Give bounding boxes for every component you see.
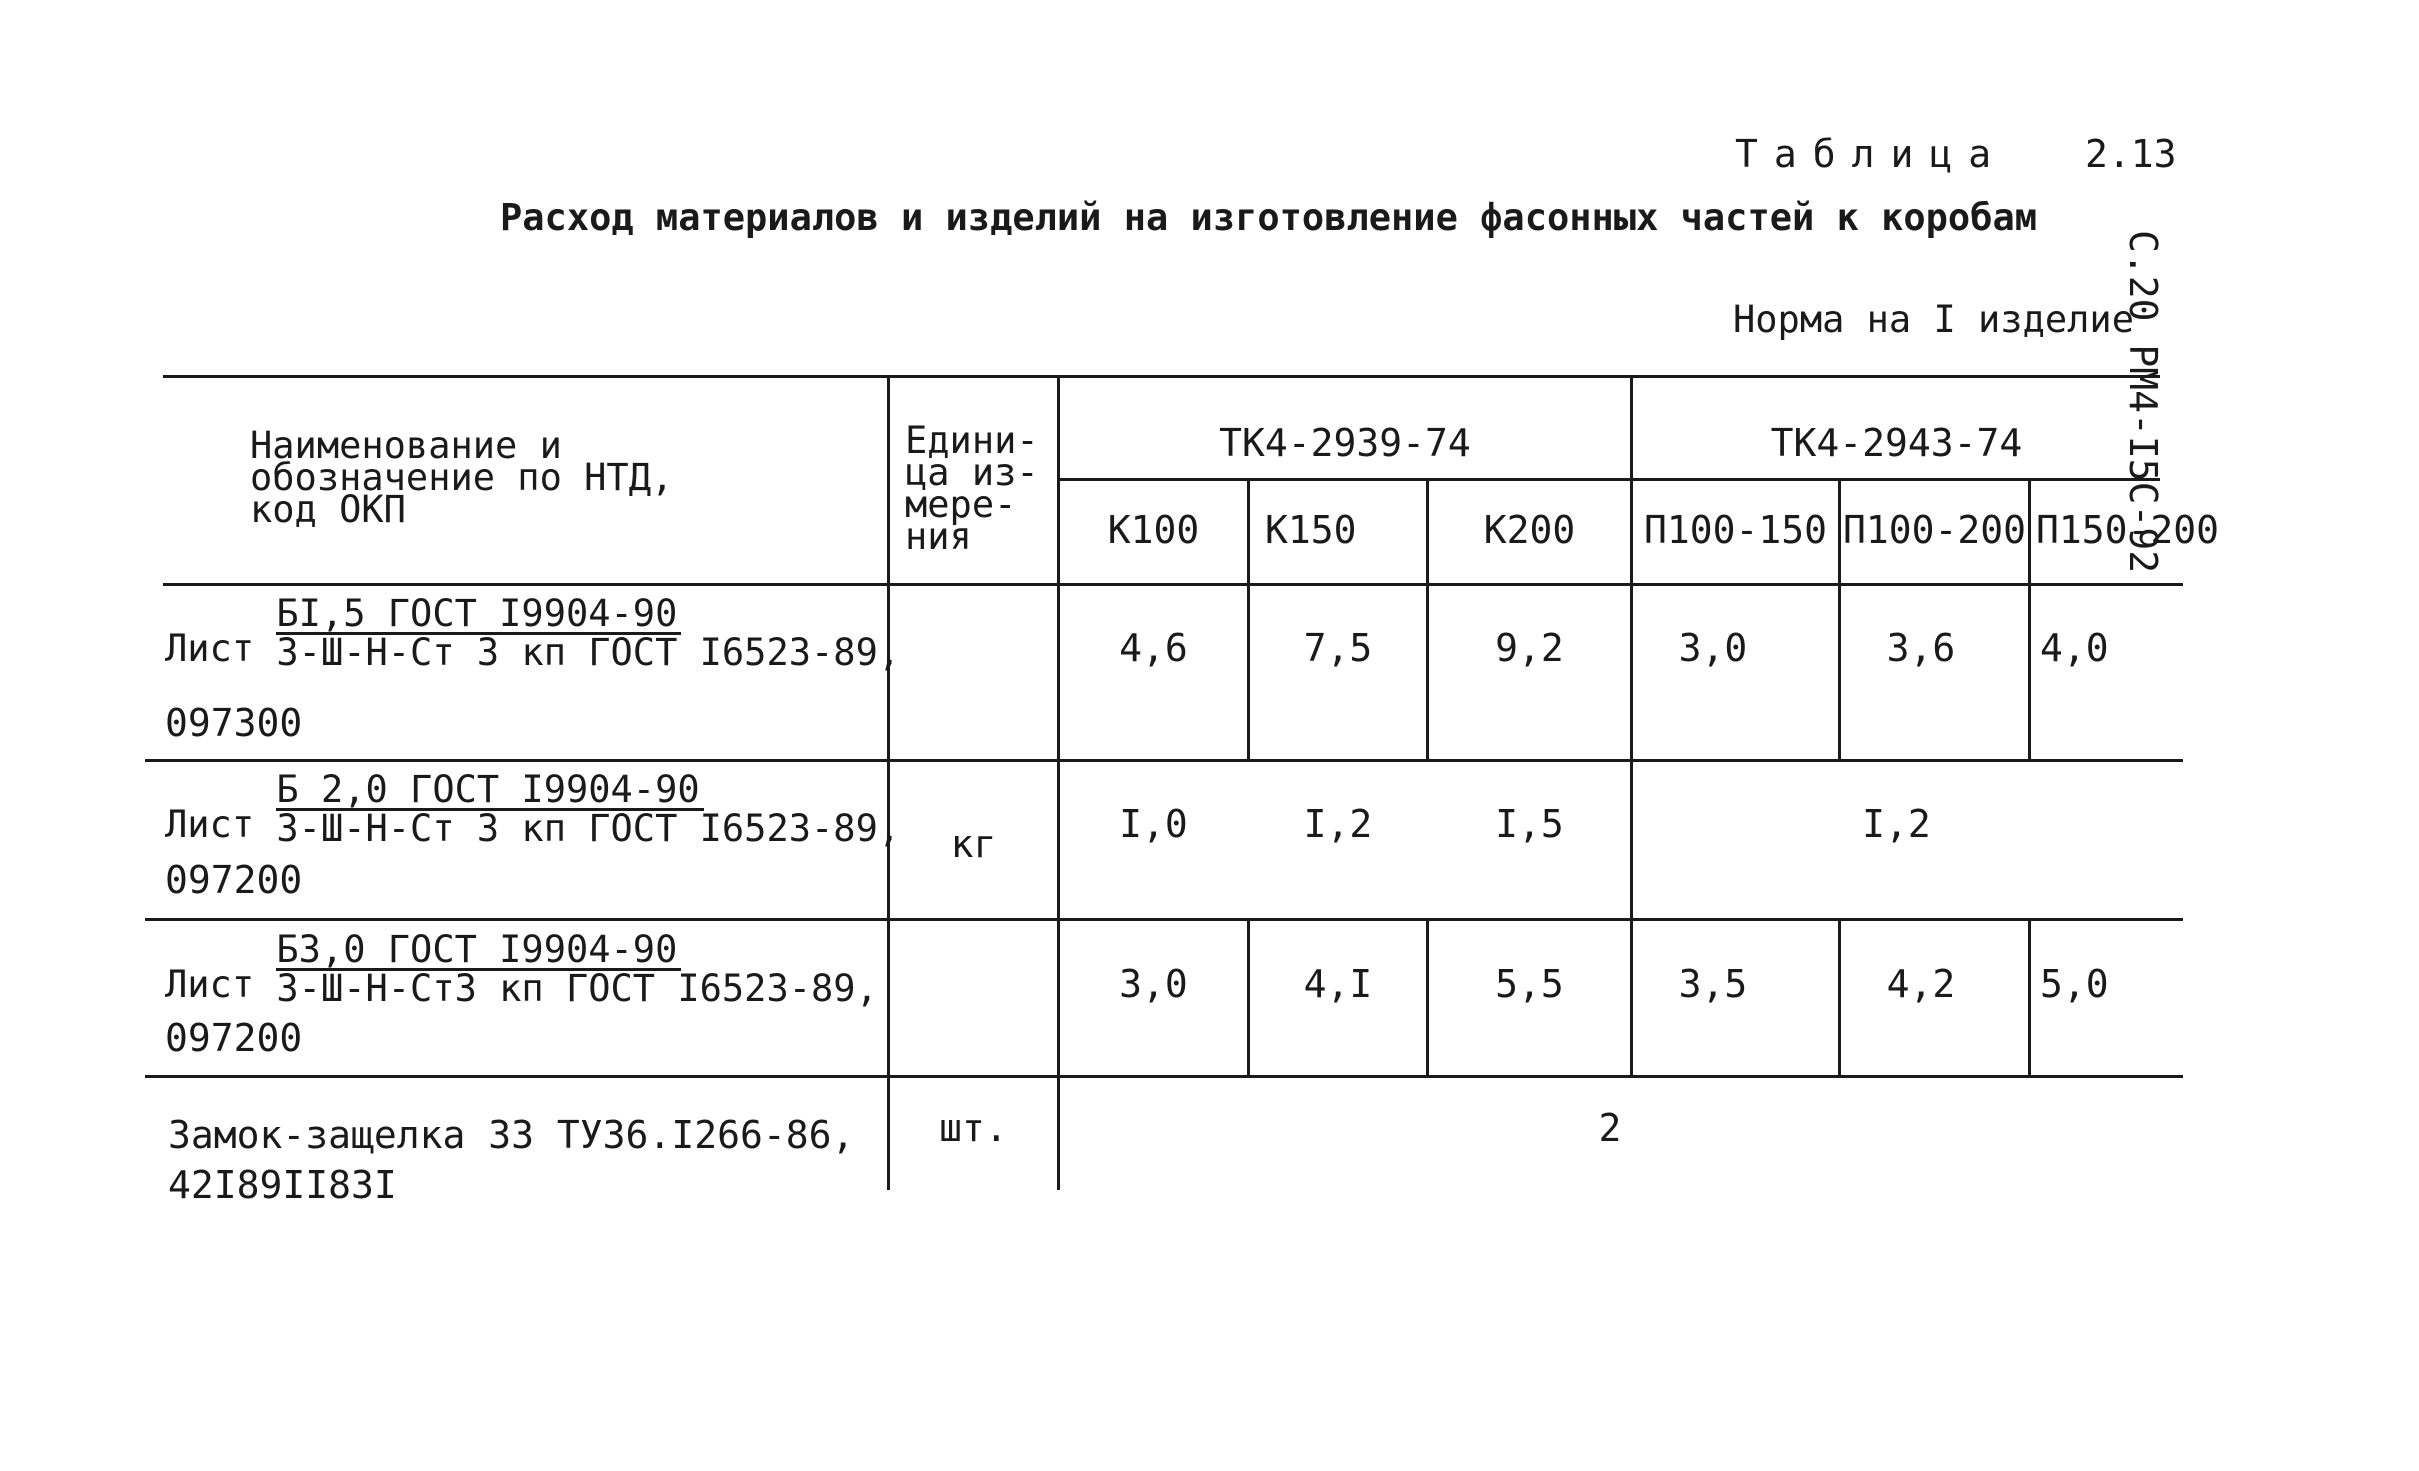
row3-code: 097200 [165, 1016, 303, 1060]
header-p100-200: П100-200 [1842, 508, 2027, 552]
row1-k100: 4,6 [1119, 626, 1188, 670]
header-k100: К100 [1107, 508, 1200, 552]
row1-k200: 9,2 [1495, 626, 1564, 670]
header-unit-col [905, 419, 1039, 558]
row1-code: 097300 [165, 701, 303, 745]
header-unit-line: ния [905, 515, 972, 558]
row2-k100: I,0 [1119, 802, 1188, 846]
row4-unit: шт. [939, 1106, 1008, 1150]
norma-caption: Норма на I изделие [1733, 298, 2134, 341]
row2-code: 097200 [165, 858, 303, 902]
rule-v-k150 [1247, 478, 1250, 759]
unit-kg: кг [950, 822, 997, 866]
rule-group-under [1057, 478, 2160, 481]
row1-name [165, 592, 901, 674]
row2-merged-tk4-2943: I,2 [1862, 802, 1931, 846]
row2-name [165, 768, 901, 850]
header-unit-line: Едини- [905, 419, 1039, 462]
row2-denominator: 3-Ш-Н-Ст 3 кп ГОСТ I6523-89 [276, 807, 878, 850]
row3-k150: 4,I [1303, 962, 1373, 1006]
row1-suffix: , [877, 631, 901, 674]
row1-p100-150: 3,0 [1678, 626, 1748, 670]
row3-p100-200: 4,2 [1886, 962, 1956, 1006]
header-group-tk4-2943: ТК4-2943-74 [1770, 421, 2023, 465]
row2-prefix: Лист [165, 803, 255, 846]
side-page-code: С.20 РМ4-I5С-92 [2121, 230, 2165, 574]
rule-v-p150-200-r3 [2028, 918, 2031, 1075]
table-label: Таблица [1735, 132, 2008, 176]
row2-k150: I,2 [1303, 802, 1373, 846]
rule-row3-bottom [145, 1075, 2183, 1078]
header-name-line: Наименование и [250, 424, 562, 467]
row1-k150: 7,5 [1303, 626, 1373, 670]
header-name-col [250, 424, 674, 531]
row1-denominator: 3-Ш-Н-Ст 3 кп ГОСТ I6523-89 [276, 631, 878, 674]
row1-prefix: Лист [165, 627, 255, 670]
row3-name [165, 928, 878, 1010]
table-title: Расход материалов и изделий на изготовление фасонных частей к коробам [500, 196, 2038, 239]
row2-numerator: Б 2,0 ГОСТ I9904-90 [276, 772, 703, 811]
rule-header-bottom [163, 583, 2183, 586]
header-name-line: код ОКП [250, 488, 406, 531]
row3-prefix: Лист [165, 963, 255, 1006]
header-k150: К150 [1265, 508, 1357, 552]
header-p150-200: П150-200 [2036, 508, 2220, 552]
row3-denominator: 3-Ш-Н-Ст3 кп ГОСТ I6523-89 [276, 967, 856, 1010]
header-unit-line: мере- [905, 483, 1017, 526]
row4-code-line: 42I89II83I [168, 1163, 397, 1207]
row3-numerator: Б3,0 ГОСТ I9904-90 [276, 932, 681, 971]
row4-name-line: Замок-защелка 33 ТУ36.I266-86, [168, 1113, 855, 1157]
header-unit-line: ца из- [905, 451, 1039, 494]
row2-k200: I,5 [1495, 802, 1564, 846]
header-group-tk4-2939: ТК4-2939-74 [1219, 421, 1471, 465]
row3-p150-200: 5,0 [2040, 962, 2109, 1006]
rule-v-unit [1057, 375, 1060, 1190]
row3-p100-150: 3,5 [1678, 962, 1748, 1006]
row3-suffix: , [855, 967, 878, 1010]
row3-k200: 5,5 [1495, 962, 1564, 1006]
header-name-line: обозначение по НТД, [250, 456, 674, 499]
header-p100-150: П100-150 [1643, 508, 1828, 552]
table-number: 2.13 [2085, 132, 2177, 176]
row1-numerator: БI,5 ГОСТ I9904-90 [276, 596, 681, 635]
row4-name [168, 1110, 854, 1210]
rule-top [163, 375, 2160, 378]
row4-merged-value: 2 [1598, 1106, 1622, 1150]
rule-v-p150-200 [2028, 478, 2031, 759]
row2-suffix: , [877, 807, 901, 850]
row3-k100: 3,0 [1119, 962, 1188, 1006]
rule-row2-bottom [145, 918, 2183, 921]
header-k200: К200 [1483, 508, 1576, 552]
row1-p100-200: 3,6 [1886, 626, 1956, 670]
rule-row1-bottom [145, 759, 2183, 762]
row1-p150-200: 4,0 [2040, 626, 2109, 670]
